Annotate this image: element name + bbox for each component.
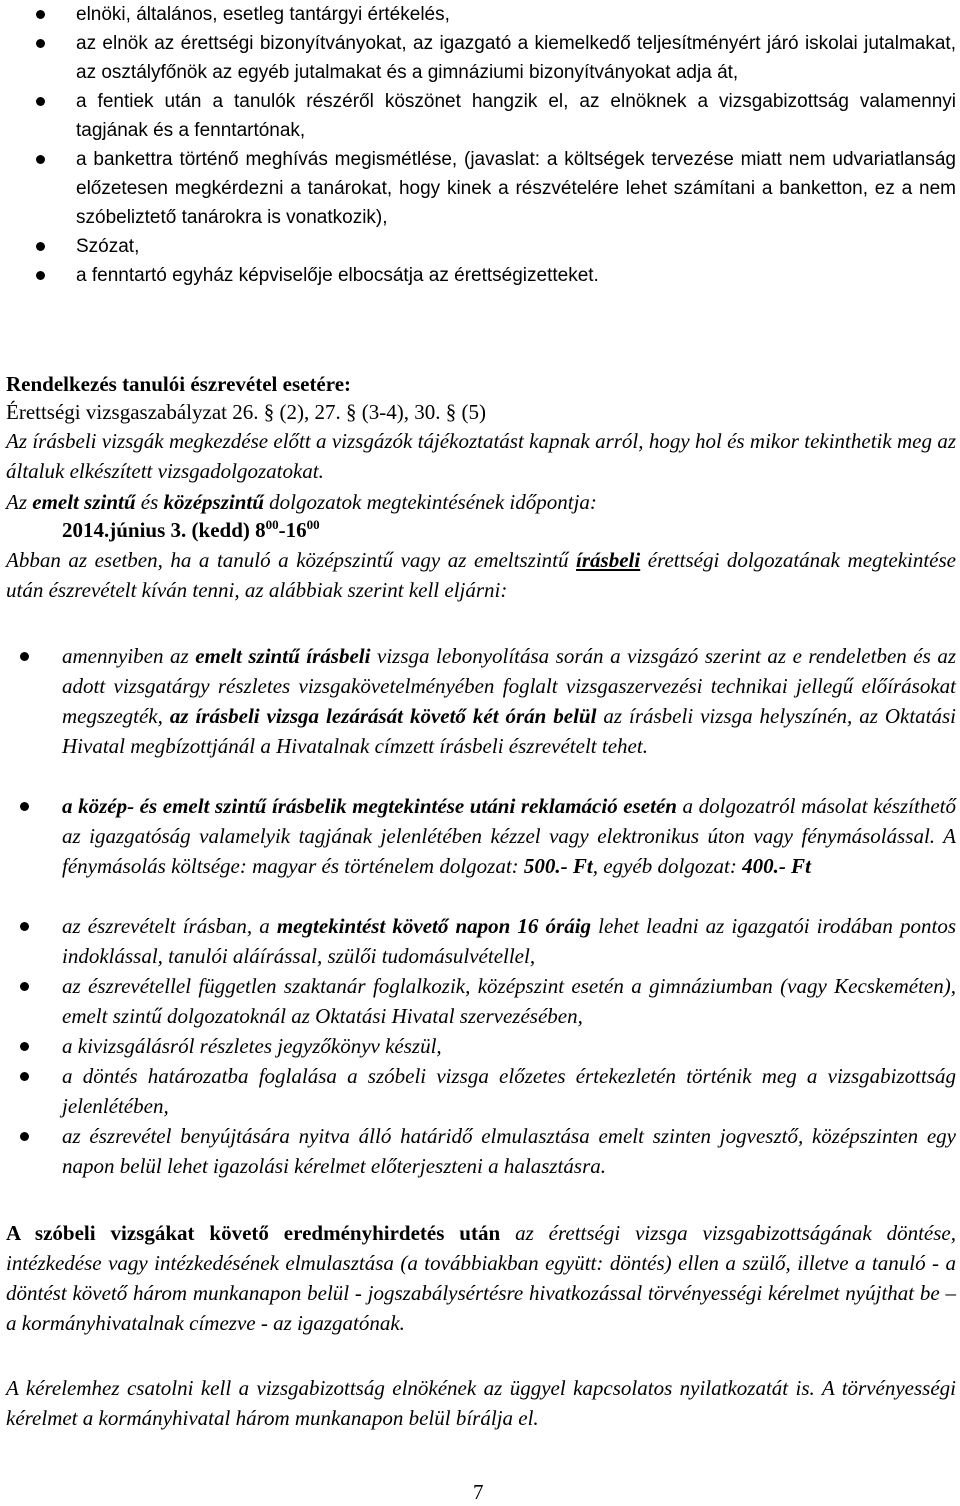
regulation-reference: Érettségi vizsgaszabályzat 26. § (2), 27. § (3-4), 30. § (5) <box>6 400 486 424</box>
section-heading: Rendelkezés tanulói észrevétel esetére: <box>6 372 352 396</box>
procedure-list <box>62 641 956 1181</box>
bullet-icon <box>20 802 29 811</box>
list-item: az észrevételt írásban, a megtekintést követő napon 16 óráig lehet leadni az igazgatói irodában pontos indoklással, tanulói aláírással, szülői tudomásulvétellel, <box>62 911 956 971</box>
list-item: a fentiek után a tanulók részéről köszönet hangzik el, az elnöknek a vizsgabizottság valamennyi tagjának és a fenntartónak, <box>76 87 956 145</box>
bullet-icon <box>36 97 45 106</box>
bullet-icon <box>36 155 45 164</box>
list-item: a kivizsgálásról részletes jegyzőkönyv készül, <box>62 1031 956 1061</box>
list-item: Szózat, <box>76 232 956 261</box>
paragraph-appeal: A szóbeli vizsgákat követő eredményhirdetés után az érettségi vizsga vizsgabizottságának döntése, intézkedése vagy intézkedésének elmulasztása (a továbbiakban együtt: döntés) ellen a szülő, illetve a tanuló - a döntést követő három munkanapon belül - jogszabálysértésre hivatkozással törvényességi kérelmet nyújthat be – a kormányhivatalnak címezve - az igazgatónak. <box>6 1221 956 1335</box>
bullet-icon <box>20 922 29 931</box>
list-item: az észrevétel benyújtására nyitva álló határidő elmulasztása emelt szinten jogvesztő, középszinten egy napon belül lehet igazolási kérelmet előterjeszteni a halasztásra. <box>62 1121 956 1181</box>
paragraph-appeal-attachment: A kérelemhez csatolni kell a vizsgabizottság elnökének az üggyel kapcsolatos nyilatkozatát is. A törvényességi kérelmet a kormányhivatal három munkanapon belül bírálja el. <box>6 1376 956 1430</box>
bullet-icon <box>36 242 45 251</box>
list-item: amennyiben az emelt szintű írásbeli vizsga lebonyolítása során a vizsgázó szerint az e rendeletben és az adott vizsgatárgy részletes vizsgakövetelményében foglalt vizsgaszervezési technikai jellegű előírásokat megszegték, az írásbeli vizsga lezárását követő két órán belül az írásbeli vizsga helyszínén, az Oktatási Hivatal megbízottjánál a Hivatalnak címzett írásbeli észrevételt tehet. <box>62 641 956 791</box>
list-item: a fenntartó egyház képviselője elbocsátja az érettségizetteket. <box>76 261 956 290</box>
list-item: a bankettra történő meghívás megismétlése, (javaslat: a költségek tervezése miatt nem udvariatlanság előzetesen megkérdezni a tanárokat, hogy kinek a részvételére lehet számítani a banketton, ez a nem szóbeliztető tanárokra is vonatkozik), <box>76 145 956 232</box>
list-item: a közép- és emelt szintű írásbelik megtekintése utáni reklamáció esetén a dolgozatról másolat készíthető az igazgatóság valamelyik tagjának jelenlétében kézzel vagy elektronikus úton vagy fénymásolással. A fénymásolás költsége: magyar és történelem dolgozat: 500.- Ft, egyéb dolgozat: 400.- Ft <box>62 791 956 911</box>
page-number: 7 <box>473 1480 484 1504</box>
review-date: 2014.június 3. (kedd) $8^{00}-16^{00}$ <box>62 517 320 542</box>
list-item: az elnök az érettségi bizonyítványokat, az igazgató a kiemelkedő teljesítményért járó iskolai jutalmakat, az osztályfőnök az egyéb jutalmakat és a gimnáziumi bizonyítványokat adja át, <box>76 29 956 87</box>
bullet-icon <box>20 1072 29 1081</box>
paragraph-exam-info: Az írásbeli vizsgák megkezdése előtt a vizsgázók tájékoztatást kapnak arról, hogy hol és mikor tekinthetik meg az általuk elkészített vizsgadolgozatokat. <box>6 429 956 483</box>
bullet-icon <box>20 982 29 991</box>
bullet-icon <box>36 271 45 280</box>
list-item: a döntés határozatba foglalása a szóbeli vizsga előzetes értekezletén történik meg a vizsgabizottság jelenlétében, <box>62 1061 956 1121</box>
paragraph-procedure-intro: Abban az esetben, ha a tanuló a középszintű vagy az emeltszintű írásbeli érettségi dolgozatának megtekintése után észrevételt kíván tenni, az alábbiak szerint kell eljárni: <box>6 548 956 602</box>
bullet-icon <box>20 1132 29 1141</box>
bullet-icon <box>20 1042 29 1051</box>
list-item: elnöki, általános, esetleg tantárgyi értékelés, <box>76 0 956 29</box>
bullet-icon <box>20 652 29 661</box>
paragraph-review-date-intro: Az emelt szintű és középszintű dolgozatok megtekintésének időpontja: <box>6 490 597 514</box>
bullet-icon <box>36 39 45 48</box>
bullet-icon <box>36 10 45 19</box>
ceremony-list <box>76 0 956 290</box>
list-item: az észrevétellel független szaktanár foglalkozik, középszint esetén a gimnáziumban (vagy Kecskeméten), emelt szintű dolgozatoknál az Oktatási Hivatal szervezésében, <box>62 971 956 1031</box>
